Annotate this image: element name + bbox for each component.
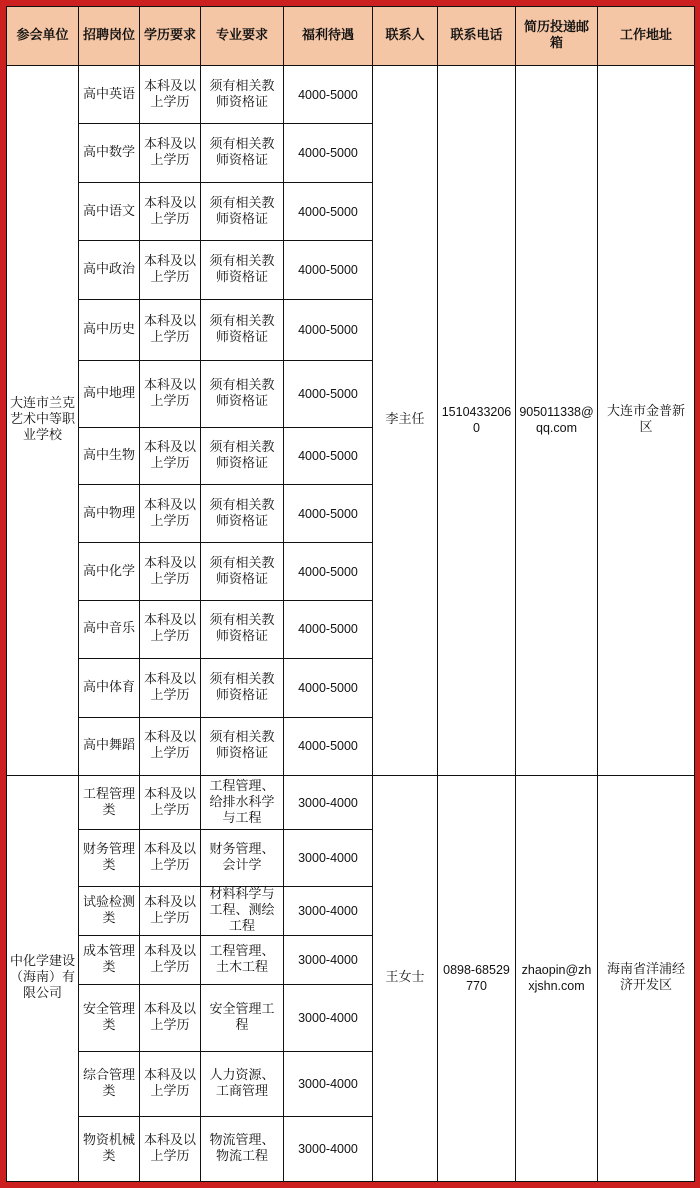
major-cell: 须有相关教师资格证 bbox=[201, 600, 284, 658]
position-cell: 高中生物 bbox=[79, 427, 140, 484]
education-cell: 本科及以上学历 bbox=[140, 886, 201, 935]
education-cell: 本科及以上学历 bbox=[140, 659, 201, 717]
major-cell: 人力资源、工商管理 bbox=[201, 1051, 284, 1116]
major-cell: 须有相关教师资格证 bbox=[201, 361, 284, 427]
email-link[interactable]: zhaopin@zhxjshn.com bbox=[516, 775, 598, 1181]
major-cell: 材料科学与工程、测绘工程 bbox=[201, 886, 284, 935]
salary-cell: 4000-5000 bbox=[284, 241, 373, 299]
major-cell: 须有相关教师资格证 bbox=[201, 124, 284, 182]
recruitment-table-frame bbox=[6, 6, 694, 1182]
education-cell: 本科及以上学历 bbox=[140, 66, 201, 124]
position-cell: 高中舞蹈 bbox=[79, 717, 140, 775]
position-cell: 高中英语 bbox=[79, 66, 140, 124]
salary-cell: 4000-5000 bbox=[284, 543, 373, 600]
salary-cell: 3000-4000 bbox=[284, 886, 373, 935]
position-cell: 高中物理 bbox=[79, 484, 140, 542]
education-cell: 本科及以上学历 bbox=[140, 299, 201, 360]
header-row bbox=[7, 7, 695, 66]
position-cell: 财务管理类 bbox=[79, 830, 140, 886]
education-cell: 本科及以上学历 bbox=[140, 1117, 201, 1182]
address-cell: 海南省洋浦经济开发区 bbox=[598, 775, 695, 1181]
education-cell: 本科及以上学历 bbox=[140, 182, 201, 240]
position-cell: 高中体育 bbox=[79, 659, 140, 717]
major-cell: 安全管理工程 bbox=[201, 985, 284, 1051]
education-cell: 本科及以上学历 bbox=[140, 361, 201, 427]
position-cell: 试验检测类 bbox=[79, 886, 140, 935]
major-cell: 工程管理、土木工程 bbox=[201, 936, 284, 985]
salary-cell: 4000-5000 bbox=[284, 361, 373, 427]
phone-cell: 0898-68529770 bbox=[438, 775, 516, 1181]
salary-cell: 4000-5000 bbox=[284, 427, 373, 484]
table-row bbox=[7, 775, 695, 829]
salary-cell: 4000-5000 bbox=[284, 600, 373, 658]
header-org: 参会单位 bbox=[7, 7, 79, 66]
position-cell: 综合管理类 bbox=[79, 1051, 140, 1116]
contact-cell: 王女士 bbox=[373, 775, 438, 1181]
major-cell: 须有相关教师资格证 bbox=[201, 484, 284, 542]
education-cell: 本科及以上学历 bbox=[140, 830, 201, 886]
salary-cell: 4000-5000 bbox=[284, 124, 373, 182]
header-major: 专业要求 bbox=[201, 7, 284, 66]
salary-cell: 4000-5000 bbox=[284, 484, 373, 542]
education-cell: 本科及以上学历 bbox=[140, 427, 201, 484]
position-cell: 成本管理类 bbox=[79, 936, 140, 985]
header-position: 招聘岗位 bbox=[79, 7, 140, 66]
position-cell: 高中历史 bbox=[79, 299, 140, 360]
position-cell: 高中音乐 bbox=[79, 600, 140, 658]
position-cell: 高中数学 bbox=[79, 124, 140, 182]
salary-cell: 3000-4000 bbox=[284, 1117, 373, 1182]
phone-cell: 15104332060 bbox=[438, 66, 516, 776]
position-cell: 物资机械类 bbox=[79, 1117, 140, 1182]
major-cell: 须有相关教师资格证 bbox=[201, 182, 284, 240]
education-cell: 本科及以上学历 bbox=[140, 1051, 201, 1116]
major-cell: 须有相关教师资格证 bbox=[201, 66, 284, 124]
org-name: 大连市兰克艺术中等职业学校 bbox=[7, 66, 79, 776]
major-cell: 工程管理、给排水科学与工程 bbox=[201, 775, 284, 829]
education-cell: 本科及以上学历 bbox=[140, 543, 201, 600]
table-row bbox=[7, 66, 695, 124]
position-cell: 安全管理类 bbox=[79, 985, 140, 1051]
header-education: 学历要求 bbox=[140, 7, 201, 66]
header-phone: 联系电话 bbox=[438, 7, 516, 66]
header-email: 简历投递邮箱 bbox=[516, 7, 598, 66]
education-cell: 本科及以上学历 bbox=[140, 775, 201, 829]
major-cell: 须有相关教师资格证 bbox=[201, 241, 284, 299]
salary-cell: 3000-4000 bbox=[284, 985, 373, 1051]
major-cell: 须有相关教师资格证 bbox=[201, 659, 284, 717]
header-contact: 联系人 bbox=[373, 7, 438, 66]
major-cell: 须有相关教师资格证 bbox=[201, 299, 284, 360]
org-name: 中化学建设（海南）有限公司 bbox=[7, 775, 79, 1181]
address-cell: 大连市金普新区 bbox=[598, 66, 695, 776]
salary-cell: 3000-4000 bbox=[284, 1051, 373, 1116]
education-cell: 本科及以上学历 bbox=[140, 124, 201, 182]
salary-cell: 3000-4000 bbox=[284, 936, 373, 985]
salary-cell: 3000-4000 bbox=[284, 830, 373, 886]
salary-cell: 4000-5000 bbox=[284, 299, 373, 360]
salary-cell: 4000-5000 bbox=[284, 66, 373, 124]
education-cell: 本科及以上学历 bbox=[140, 241, 201, 299]
major-cell: 财务管理、会计学 bbox=[201, 830, 284, 886]
major-cell: 须有相关教师资格证 bbox=[201, 543, 284, 600]
header-address: 工作地址 bbox=[598, 7, 695, 66]
education-cell: 本科及以上学历 bbox=[140, 936, 201, 985]
position-cell: 工程管理类 bbox=[79, 775, 140, 829]
major-cell: 物流管理、物流工程 bbox=[201, 1117, 284, 1182]
contact-cell: 李主任 bbox=[373, 66, 438, 776]
email-link[interactable]: 905011338@qq.com bbox=[516, 66, 598, 776]
education-cell: 本科及以上学历 bbox=[140, 484, 201, 542]
salary-cell: 4000-5000 bbox=[284, 717, 373, 775]
salary-cell: 4000-5000 bbox=[284, 659, 373, 717]
salary-cell: 4000-5000 bbox=[284, 182, 373, 240]
position-cell: 高中化学 bbox=[79, 543, 140, 600]
salary-cell: 3000-4000 bbox=[284, 775, 373, 829]
major-cell: 须有相关教师资格证 bbox=[201, 717, 284, 775]
education-cell: 本科及以上学历 bbox=[140, 985, 201, 1051]
header-salary: 福利待遇 bbox=[284, 7, 373, 66]
education-cell: 本科及以上学历 bbox=[140, 600, 201, 658]
recruitment-table bbox=[6, 6, 695, 1182]
position-cell: 高中地理 bbox=[79, 361, 140, 427]
position-cell: 高中语文 bbox=[79, 182, 140, 240]
position-cell: 高中政治 bbox=[79, 241, 140, 299]
education-cell: 本科及以上学历 bbox=[140, 717, 201, 775]
major-cell: 须有相关教师资格证 bbox=[201, 427, 284, 484]
